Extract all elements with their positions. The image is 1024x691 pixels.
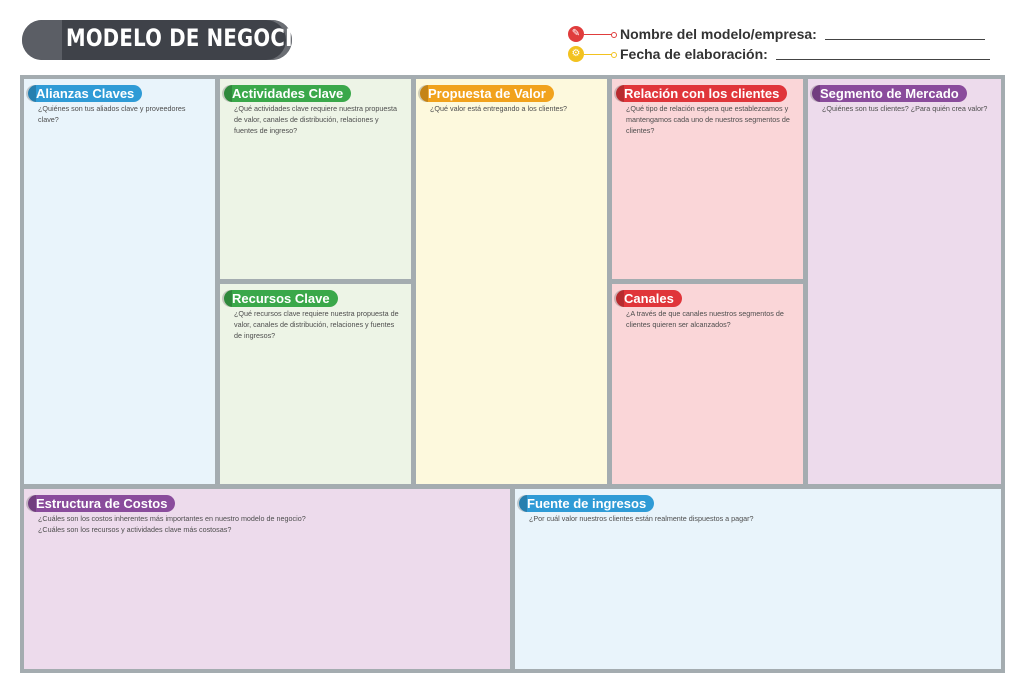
business-model-canvas (20, 75, 1005, 673)
block-title: Relación con los clientes (616, 85, 787, 102)
block-question: ¿A través de que canales nuestros segmentos de clientes quieren ser alcanzados? (626, 309, 784, 329)
block-title: Alianzas Claves (28, 85, 142, 102)
block-canales[interactable] (612, 284, 803, 484)
date-row (568, 44, 990, 64)
block-estructura-costos[interactable] (24, 489, 510, 669)
block-fuente-ingresos[interactable] (515, 489, 1001, 669)
company-name-field[interactable] (825, 39, 985, 40)
question-line-1: ¿Cuáles son los costos inherentes más importantes en nuestro modelo de negocio? (38, 514, 306, 523)
date-label: Fecha de elaboración: (620, 46, 768, 62)
connector-line (584, 34, 614, 35)
gear-icon: ⚙ (568, 46, 584, 62)
pencil-icon: ✎ (568, 26, 584, 42)
block-title: Propuesta de Valor (420, 85, 554, 102)
page-title: MODELO DE NEGOCIO (66, 24, 310, 52)
connector-line (584, 54, 614, 55)
block-title: Canales (616, 290, 682, 307)
block-question: ¿Por cuál valor nuestros clientes están realmente dispuestos a pagar? (529, 514, 754, 523)
company-name-row (568, 24, 985, 44)
question-line-2: ¿Cuáles son los recursos y actividades clave más costosas? (38, 525, 232, 534)
block-question: ¿Quiénes son tus clientes? ¿Para quién crea valor? (822, 104, 988, 113)
block-question: ¿Quiénes son tus aliados clave y proveedores clave? (38, 104, 186, 124)
date-field[interactable] (776, 59, 990, 60)
title-banner (22, 20, 310, 60)
block-title: Actividades Clave (224, 85, 351, 102)
block-actividades-clave[interactable] (220, 79, 411, 279)
block-question: ¿Qué actividades clave requiere nuestra propuesta de valor, canales de distribución, relaciones y fuentes de ingreso? (234, 104, 398, 135)
block-title: Fuente de ingresos (519, 495, 654, 512)
block-question (38, 513, 500, 535)
block-recursos-clave[interactable] (220, 284, 411, 484)
block-question: ¿Qué tipo de relación espera que establezcamos y mantengamos cada uno de nuestros segmentos de clientes? (626, 104, 790, 135)
block-title: Segmento de Mercado (812, 85, 967, 102)
company-name-label: Nombre del modelo/empresa: (620, 26, 817, 42)
block-relacion-clientes[interactable] (612, 79, 803, 279)
block-title: Estructura de Costos (28, 495, 175, 512)
block-alianzas-claves[interactable] (24, 79, 215, 484)
block-title: Recursos Clave (224, 290, 338, 307)
block-question: ¿Qué recursos clave requiere nuestra propuesta de valor, canales de distribución, relaciones y fuentes de ingresos? (234, 309, 399, 340)
block-question: ¿Qué valor está entregando a los clientes? (430, 104, 568, 113)
block-propuesta-de-valor[interactable] (416, 79, 607, 484)
block-segmento-mercado[interactable] (808, 79, 1001, 484)
